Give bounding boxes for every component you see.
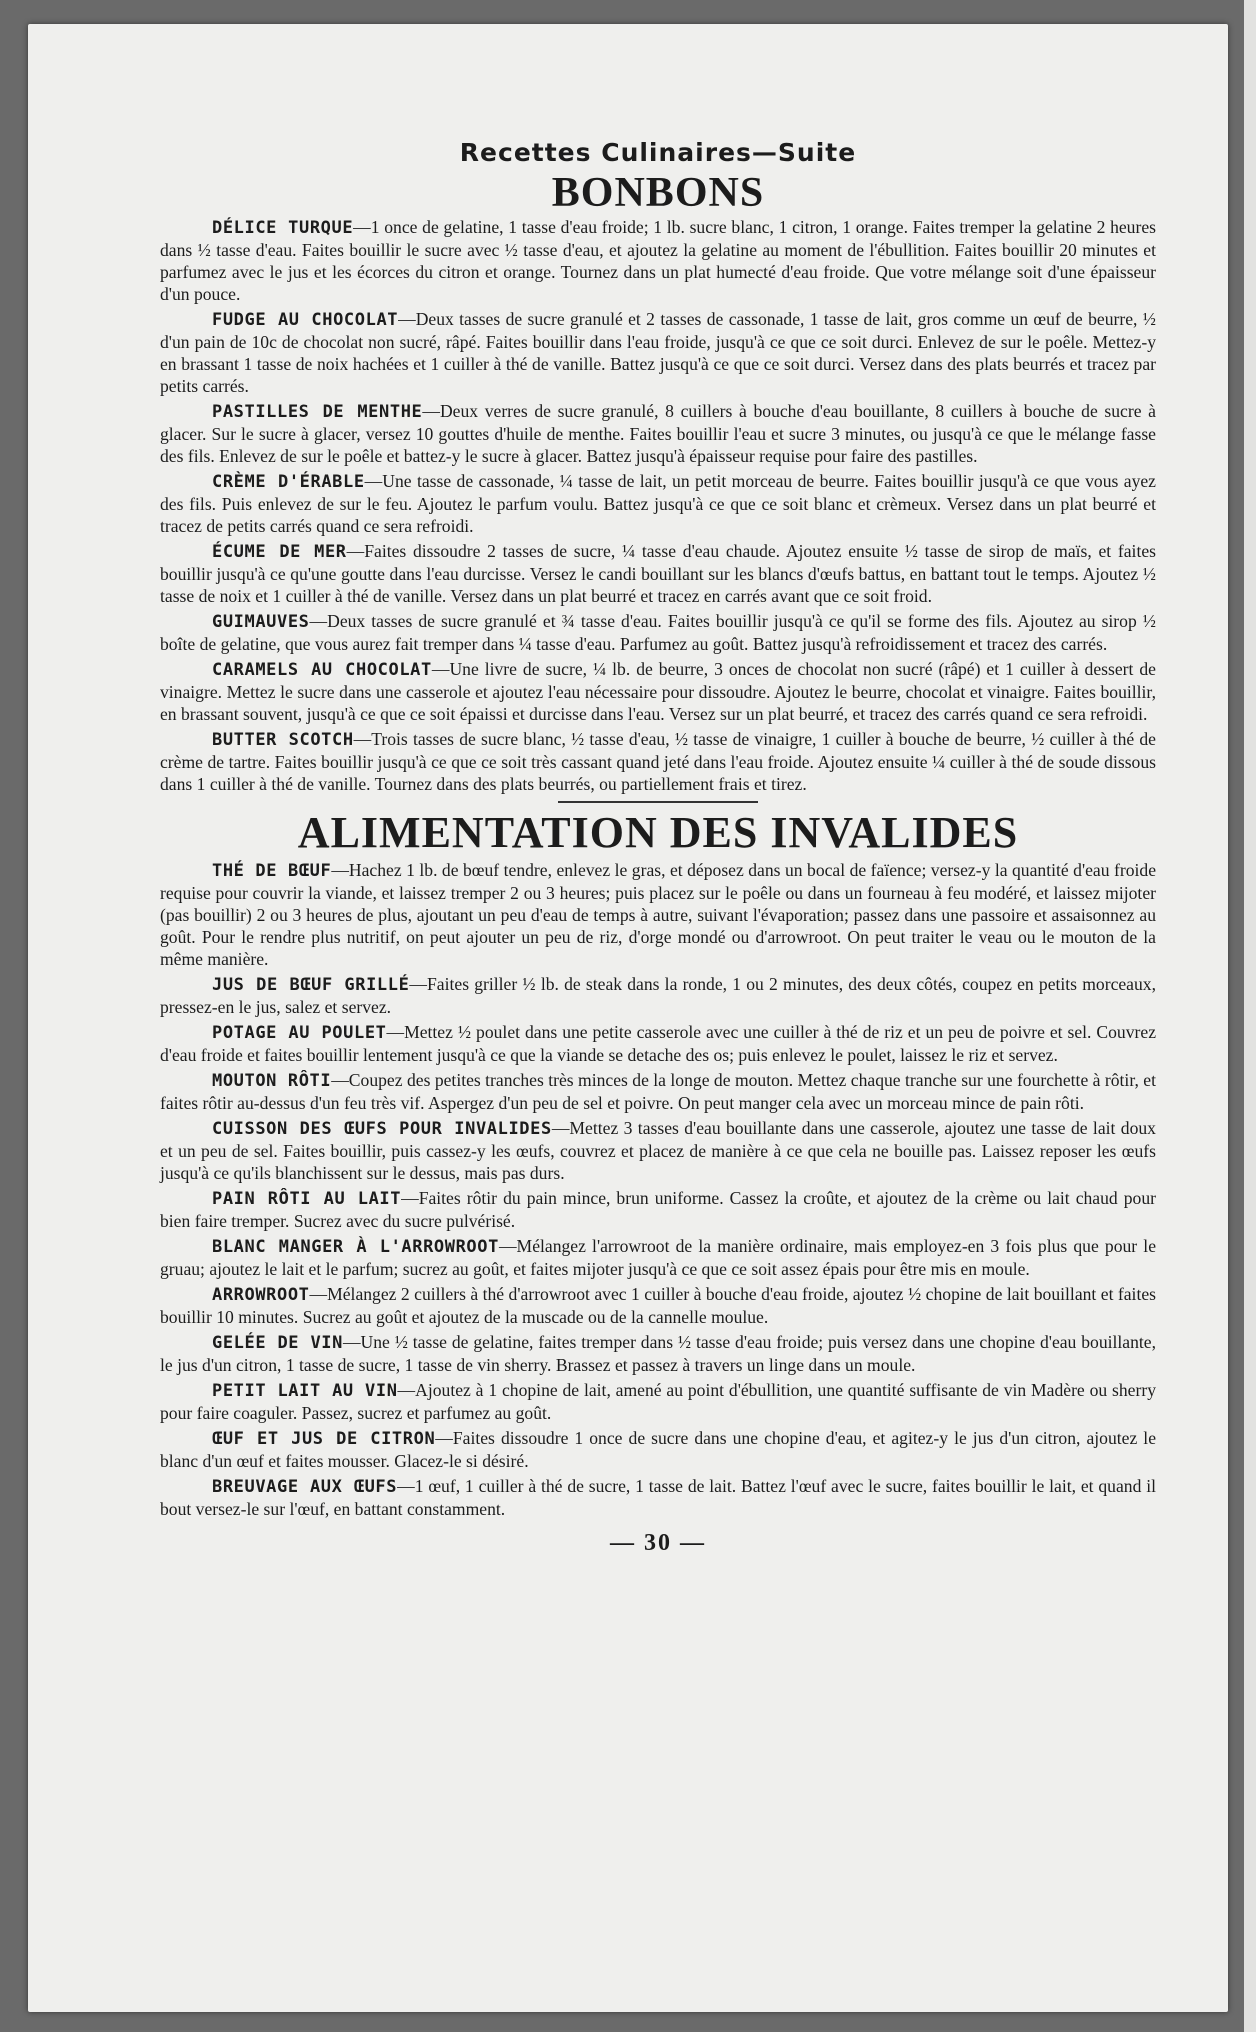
recipe-text: —Faites dissoudre 1 once de sucre dans une chopine d'eau, et agitez-y le jus d'un citron, ajoutez le blanc d'un œuf et faites mousser. Glacez-le si désiré.: [160, 1428, 1156, 1471]
recipe-name: BUTTER SCOTCH: [212, 730, 354, 750]
recipe-name: DÉLICE TURQUE: [212, 218, 354, 238]
recipe-fudge-au-chocolat: [160, 308, 1156, 397]
recipe-mouton-roti: [160, 1069, 1156, 1114]
recipe-text: —Faites rôtir du pain mince, brun uniforme. Cassez la croûte, et ajoutez de la crème ou lait chaud pour bien faire tremper. Sucrez avec du sucre pulvérisé.: [160, 1188, 1156, 1231]
recipe-petit-lait-au-vin: [160, 1379, 1156, 1424]
section-divider: [558, 801, 758, 803]
recipe-name: BREUVAGE AUX ŒUFS: [212, 1477, 398, 1497]
page-number: — 30 —: [610, 1530, 706, 1556]
recipe-pain-roti-au-lait: [160, 1187, 1156, 1232]
recipe-name: ŒUF ET JUS DE CITRON: [212, 1429, 436, 1449]
recipe-name: PETIT LAIT AU VIN: [212, 1381, 398, 1401]
recipe-name: ARROWROOT: [212, 1285, 310, 1305]
recipe-text: —Une tasse de cassonade, ¼ tasse de lait, un petit morceau de beurre. Faites bouillir jusqu'à ce que vous ayez des fils. Puis enlevez de sur le feu. Ajoutez le parfum voulu. Battez jusqu'à ce que ce soit blanc et crèmeux. Versez dans un plat beurré et tracez de petits carrés quand ce sera refroidi.: [160, 471, 1156, 536]
recipe-name: POTAGE AU POULET: [212, 1023, 387, 1043]
recipe-name: CRÈME D'ÉRABLE: [212, 472, 365, 492]
recipe-name: GELÉE DE VIN: [212, 1333, 343, 1353]
recipe-text: —Faites griller ½ lb. de steak dans la ronde, 1 ou 2 minutes, des deux côtés, coupez en petits morceaux, pressez-en le jus, salez et servez.: [160, 974, 1156, 1017]
recipe-text: —Mettez 3 tasses d'eau bouillante dans une casserole, ajoutez une tasse de lait doux et un peu de sel. Faites bouillir, puis cassez-y les œufs, couvrez et placez de manière à ce que cela ne bouille pas. Laissez reposer les œufs jusqu'à ce qu'ils blanchissent sur le dessus, mais pas durs.: [160, 1118, 1156, 1183]
recipe-list-invalides: [160, 859, 1156, 1520]
recipe-name: PASTILLES DE MENTHE: [212, 402, 423, 422]
recipe-text: —1 œuf, 1 cuiller à thé de sucre, 1 tasse de lait. Battez l'œuf avec le sucre, faites bouillir le lait, et quand il bout versez-le sur l'œuf, en battant constamment.: [160, 1476, 1156, 1519]
document-page: [28, 24, 1228, 2012]
recipe-guimauves: [160, 610, 1156, 655]
recipe-creme-d-erable: [160, 470, 1156, 537]
recipe-breuvage-aux-oeufs: [160, 1475, 1156, 1520]
recipe-name: CARAMELS AU CHOCOLAT: [212, 660, 432, 680]
recipe-blanc-manger: [160, 1235, 1156, 1280]
recipe-text: —Mélangez 2 cuillers à thé d'arrowroot avec 1 cuiller à bouche d'eau froide, ajoutez ½ chopine de lait bouillant et faites bouillir 10 minutes. Sucrez au goût et ajoutez de la muscade ou de la cannelle moulue.: [160, 1284, 1156, 1327]
recipe-the-de-boeuf: [160, 859, 1156, 970]
recipe-text: —Une ½ tasse de gelatine, faites tremper dans ½ tasse d'eau froide; puis versez dans une chopine d'eau bouillante, le jus d'un citron, 1 tasse de sucre, 1 tasse de vin sherry. Brassez et passez à travers un linge dans un moule.: [160, 1332, 1156, 1375]
recipe-name: BLANC MANGER À L'ARROWROOT: [212, 1237, 499, 1257]
recipe-name: MOUTON RÔTI: [212, 1071, 332, 1091]
recipe-text: —Ajoutez à 1 chopine de lait, amené au point d'ébullition, une quantité suffisante de vin Madère ou sherry pour faire coaguler. Passez, sucrez et parfumez au goût.: [160, 1380, 1156, 1423]
recipe-oeuf-et-jus-de-citron: [160, 1427, 1156, 1472]
recipe-name: ÉCUME DE MER: [212, 542, 347, 562]
section-title-bonbons: BONBONS: [551, 170, 765, 216]
recipe-butter-scotch: [160, 728, 1156, 795]
recipe-text: —Deux tasses de sucre granulé et ¾ tasse d'eau. Faites bouillir jusqu'à ce qu'il se forme des fils. Ajoutez au sirop ½ boîte de gelatine, que vous aurez fait tremper dans ¼ tasse d'eau. Parfumez au goût. Battez jusqu'à refroidissement et tracez des carrés.: [160, 611, 1156, 654]
recipe-cuisson-des-oeufs: [160, 1117, 1156, 1184]
recipe-text: —Trois tasses de sucre blanc, ½ tasse d'eau, ½ tasse de vinaigre, 1 cuiller à bouche de beurre, ½ cuiller à thé de crème de tartre. Faites bouillir jusqu'à ce que ce soit très cassant quand jeté dans l'eau froide. Ajoutez ensuite ¼ cuiller à thé de soude dissous dans 1 cuiller à thé de vanille. Tournez dans des plats beurrés, ou partiellement frais et tirez.: [160, 729, 1156, 794]
page-content: [160, 136, 1156, 1557]
recipe-name: JUS DE BŒUF GRILLÉ: [212, 975, 410, 995]
running-head: Recettes Culinaires—Suite: [459, 138, 857, 167]
adjacent-page-edge: [1244, 0, 1256, 2032]
recipe-caramels-au-chocolat: [160, 658, 1156, 725]
recipe-ecume-de-mer: [160, 540, 1156, 607]
recipe-text: —Deux verres de sucre granulé, 8 cuillers à bouche d'eau bouillante, 8 cuillers à bouche de sucre à glacer. Sur le sucre à glacer, versez 10 gouttes d'huile de menthe. Faites bouillir l'eau et sucre 3 minutes, ou jusqu'à ce que le mélange fasse des fils. Enlevez de sur le poêle et battez-y le sucre à glacer. Battez jusqu'à épaisseur requise pour faire des pastilles.: [160, 401, 1156, 466]
recipe-name: PAIN RÔTI AU LAIT: [212, 1189, 402, 1209]
recipe-text: —Faites dissoudre 2 tasses de sucre, ¼ tasse d'eau chaude. Ajoutez ensuite ½ tasse de sirop de maïs, et faites bouillir jusqu'à ce qu'une goutte dans l'eau durcisse. Versez le candi bouillant sur les blancs d'œufs battus, en battant tout le temps. Ajoutez ½ tasse de noix et 1 cuiller à thé de vanille. Versez dans un plat beurré et tracez en carrés avant que ce soit froid.: [160, 541, 1156, 606]
recipe-text: —Mélangez l'arrowroot de la manière ordinaire, mais employez-en 3 fois plus que pour le gruau; ajoutez le lait et le parfum; sucrez au goût, et faites mijoter jusqu'à ce que ce soit assez épais pour être mis en moule.: [160, 1236, 1156, 1279]
section-title-alimentation-des-invalides: ALIMENTATION DES INVALIDES: [297, 808, 1019, 857]
recipe-arrowroot: [160, 1283, 1156, 1328]
recipe-potage-au-poulet: [160, 1021, 1156, 1066]
recipe-name: FUDGE AU CHOCOLAT: [212, 310, 399, 330]
recipe-text: —Hachez 1 lb. de bœuf tendre, enlevez le gras, et déposez dans un bocal de faïence; versez-y la quantité d'eau froide requise pour couvrir la viande, et laissez tremper 2 ou 3 heures; puis placez sur le poêle ou dans un fourneau à feu modéré, et laissez mijoter (pas bouillir) 2 ou 3 heures de plus, ajoutant un peu d'eau de temps à autre, suivant l'évaporation; passez dans une passoire et assaisonnez au goût. Pour le rendre plus nutritif, on peut ajouter un peu de riz, d'orge mondé ou d'arrowroot. On peut traiter le veau ou le mouton de la même manière.: [160, 860, 1156, 969]
recipe-text: —1 once de gelatine, 1 tasse d'eau froide; 1 lb. sucre blanc, 1 citron, 1 orange. Faites tremper la gelatine 2 heures dans ½ tasse d'eau. Faites bouillir le sucre avec ½ tasse d'eau, et ajoutez la gelatine au moment de l'ébullition. Faites bouillir 20 minutes et parfumez avec le jus et les écorces du citron et orange. Tournez dans un plat humecté d'eau froide. Que votre mélange soit d'une épaisseur d'un pouce.: [160, 217, 1156, 304]
recipe-text: —Mettez ½ poulet dans une petite casserole avec une cuiller à thé de riz et un peu de poivre et sel. Couvrez d'eau froide et faites bouillir lentement jusqu'à ce que la viande se detache des os; puis enlevez le poulet, laissez le riz et servez.: [160, 1022, 1156, 1065]
recipe-text: —Une livre de sucre, ¼ lb. de beurre, 3 onces de chocolat non sucré (râpé) et 1 cuiller à dessert de vinaigre. Mettez le sucre dans une casserole et ajoutez l'eau nécessaire pour dissoudre. Ajoutez le beurre, chocolat et vinaigre. Faites bouillir, en brassant souvent, jusqu'à ce que ce soit épaissi et durcisse dans l'eau. Versez sur un plat beurré, et tracez des carrés quand ce sera refroidi.: [160, 659, 1156, 724]
recipe-text: —Deux tasses de sucre granulé et 2 tasses de cassonade, 1 tasse de lait, gros comme un œuf de beurre, ½ d'un pain de 10c de chocolat non sucré, râpé. Faites bouillir dans l'eau froide, jusqu'à ce que ce soit durci. Enlevez de sur le poêle. Mettez-y en brassant 1 tasse de noix hachées et 1 cuiller à thé de vanille. Battez jusqu'à ce que ce soit durci. Versez dans des plats beurrés et tracez par petits carrés.: [160, 309, 1156, 396]
recipe-name: GUIMAUVES: [212, 612, 310, 632]
recipe-pastilles-de-menthe: [160, 400, 1156, 467]
recipe-name: CUISSON DES ŒUFS POUR INVALIDES: [212, 1119, 552, 1139]
recipe-name: THÉ DE BŒUF: [212, 861, 332, 881]
recipe-list-bonbons: [160, 216, 1156, 795]
recipe-gelee-de-vin: [160, 1331, 1156, 1376]
recipe-jus-de-boeuf-grille: [160, 973, 1156, 1018]
recipe-delice-turque: [160, 216, 1156, 305]
recipe-text: —Coupez des petites tranches très minces de la longe de mouton. Mettez chaque tranche sur une fourchette à rôtir, et faites rôtir au-dessus d'un feu très vif. Aspergez d'un peu de sel et poivre. On peut manger cela avec un morceau mince de pain rôti.: [160, 1070, 1156, 1113]
